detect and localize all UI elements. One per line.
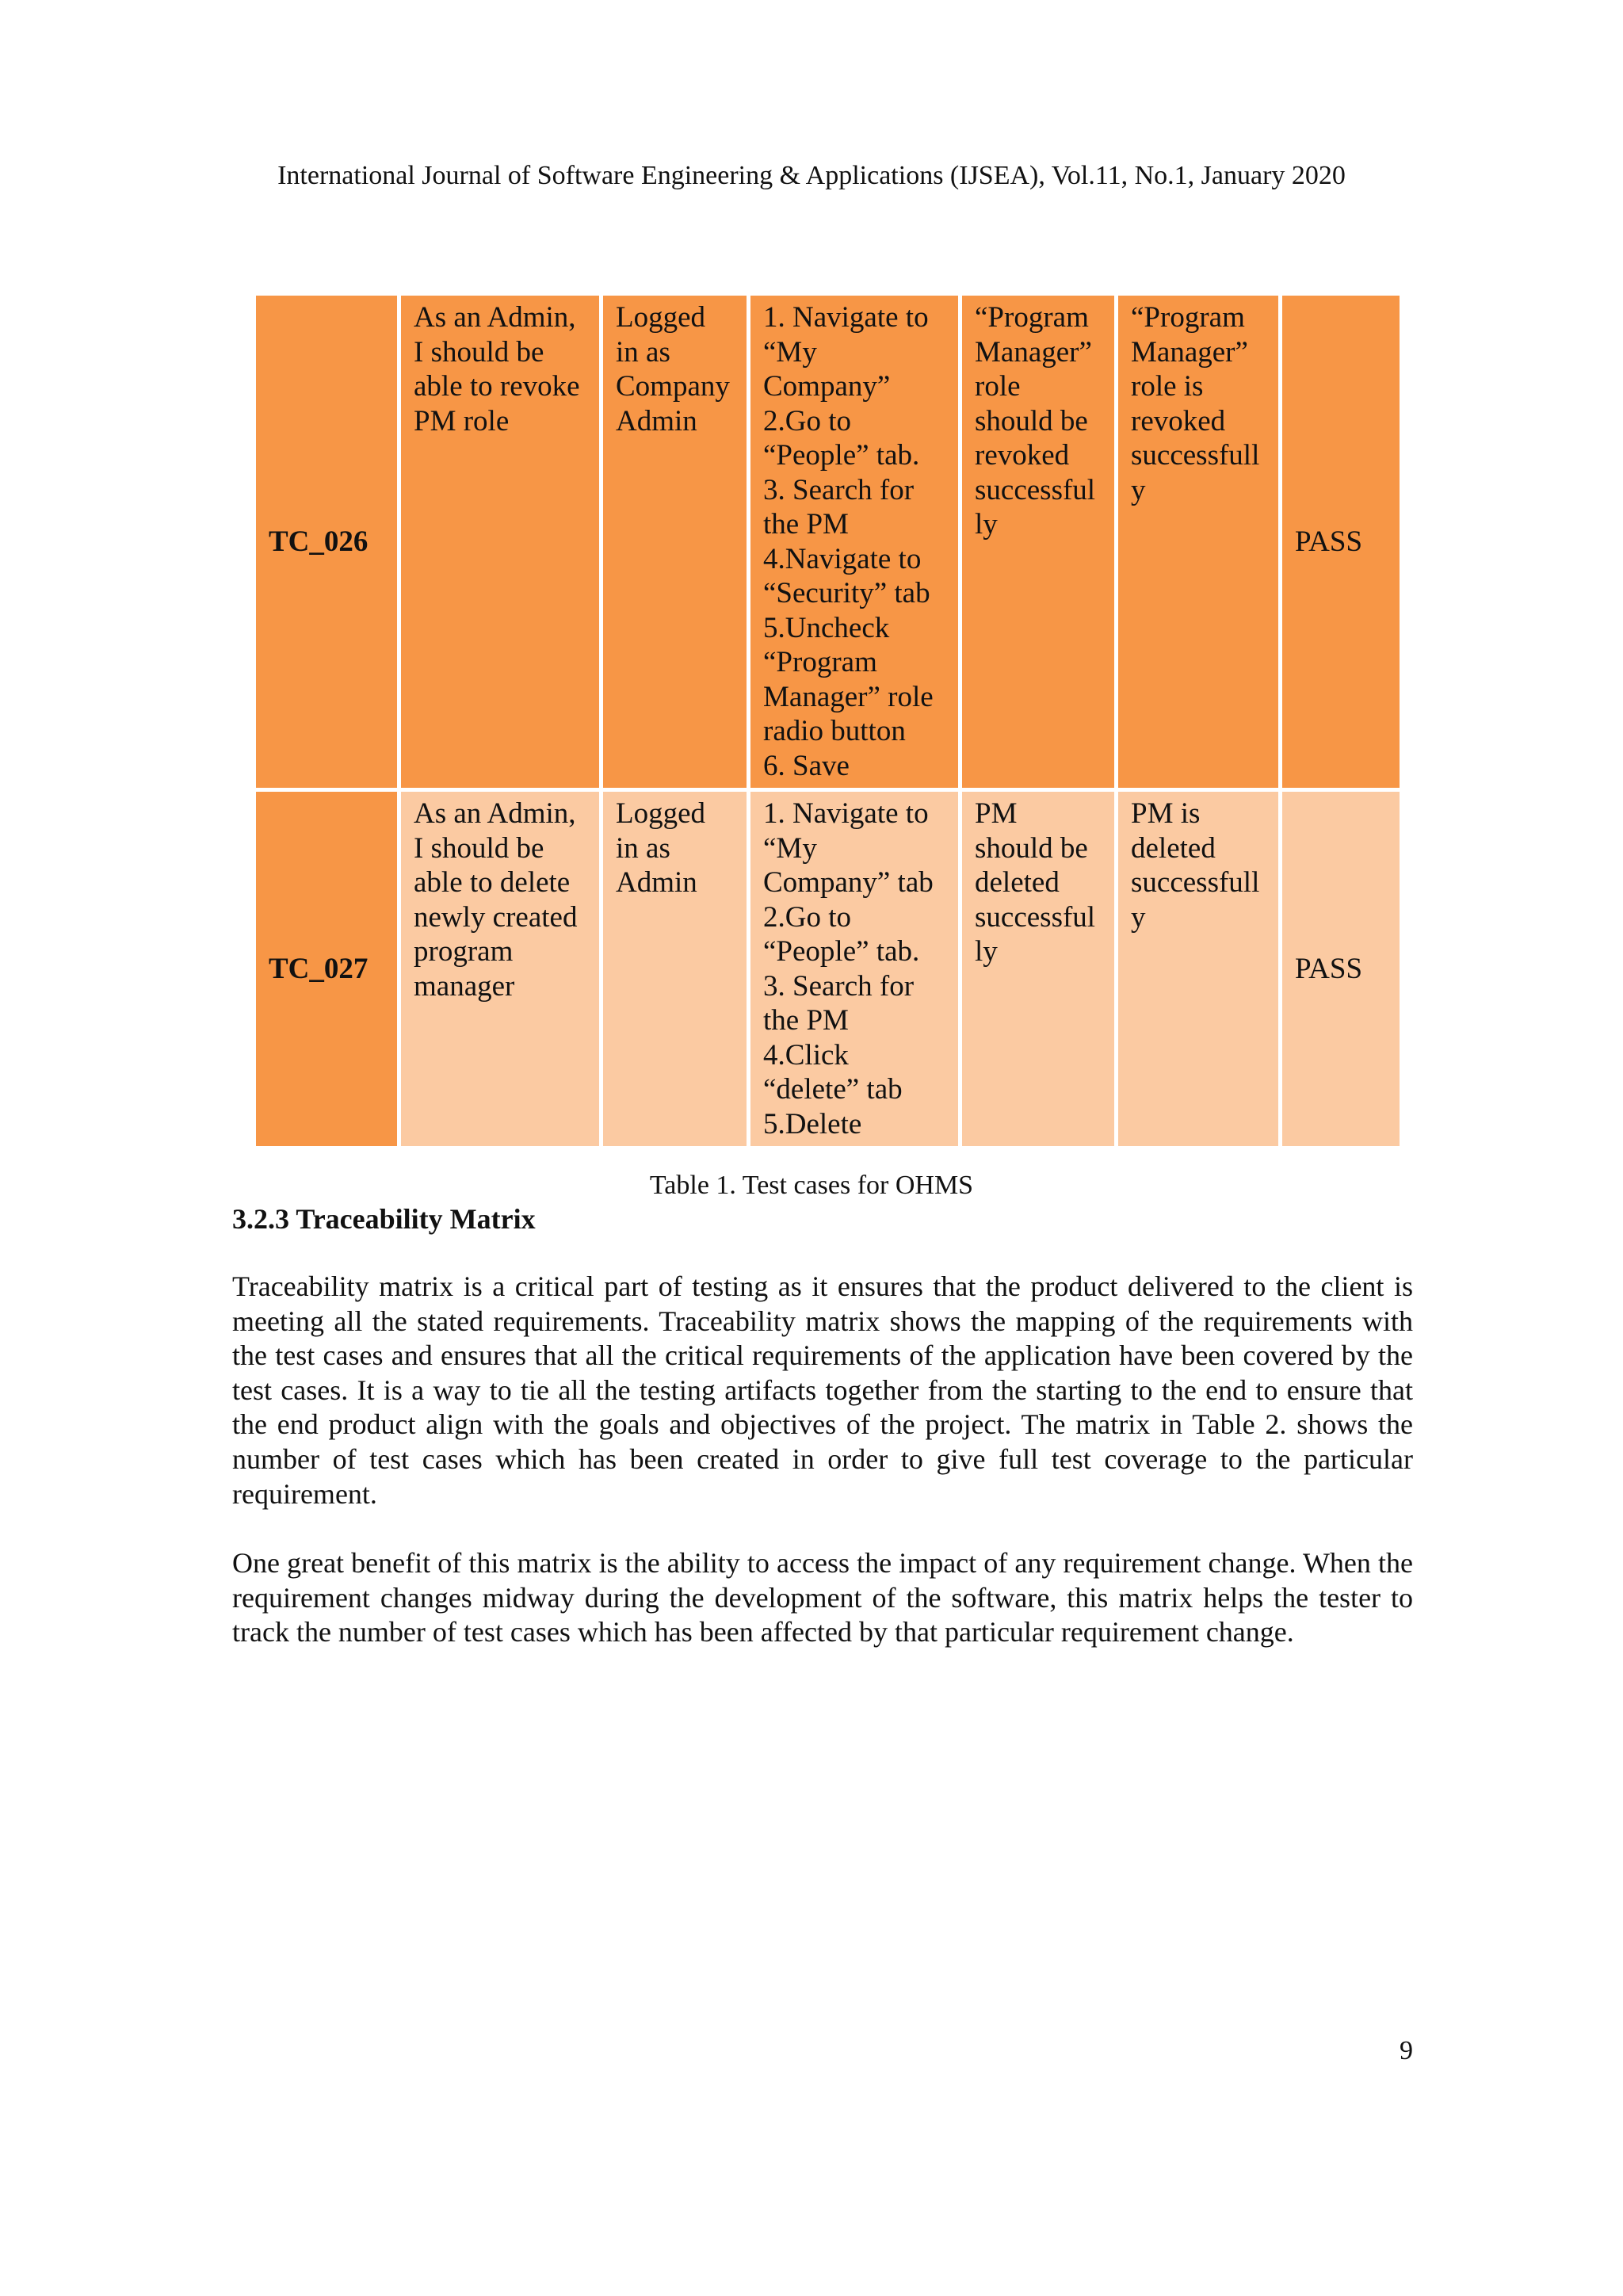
table-caption: Table 1. Test cases for OHMS	[649, 1171, 974, 1200]
test-case-actual-result: PM is deleted successfull y	[1118, 792, 1278, 1146]
test-case-actual-result: “Program Manager” role is revoked successfull y	[1118, 296, 1278, 788]
test-case-steps: 1. Navigate to “My Company” tab 2.Go to “People” tab. 3. Search for the PM 4.Click “delete” tab 5.Delete	[750, 792, 958, 1146]
test-case-description: As an Admin, I should be able to delete newly created program manager	[401, 792, 599, 1146]
test-case-id: TC_026	[256, 296, 397, 788]
test-case-id: TC_027	[256, 792, 397, 1146]
test-case-expected-result: PM should be deleted successful ly	[962, 792, 1114, 1146]
body-paragraph: Traceability matrix is a critical part of testing as it ensures that the product delivered to the client is meeting all the stated requirements. Traceability matrix shows the mapping of the requirements with the test cases and ensures that all the critical requirements of the application have been covered by the test cases. It is a way to tie all the testing artifacts together from the starting to the end to ensure that the end product align with the goals and objectives of the project. The matrix in Table 2. shows the number of test cases which has been created in order to give full test coverage to the particular requirement.	[232, 1270, 1413, 1510]
body-paragraph: One great benefit of this matrix is the ability to access the impact of any requirement change. When the requirement changes midway during the development of the software, this matrix helps the tester to track the number of test cases which has been affected by that particular requirement change.	[232, 1547, 1413, 1648]
section-heading: 3.2.3 Traceability Matrix	[232, 1203, 536, 1235]
test-case-steps: 1. Navigate to “My Company” 2.Go to “People” tab. 3. Search for the PM 4.Navigate to “Security” tab 5.Uncheck “Program Manager” role radio button 6. Save	[750, 296, 958, 788]
test-case-expected-result: “Program Manager” role should be revoked successful ly	[962, 296, 1114, 788]
page-number: 9	[1400, 2036, 1413, 2065]
table-row	[256, 296, 1400, 788]
table-row	[256, 792, 1400, 1146]
test-case-status: PASS	[1282, 296, 1400, 788]
test-cases-table	[252, 292, 1403, 1150]
test-case-precondition: Logged in as Admin	[603, 792, 747, 1146]
test-case-status: PASS	[1282, 792, 1400, 1146]
running-header: International Journal of Software Engineering & Applications (IJSEA), Vol.11, No.1, January 2020	[277, 161, 1346, 190]
test-case-precondition: Logged in as Company Admin	[603, 296, 747, 788]
test-case-description: As an Admin, I should be able to revoke PM role	[401, 296, 599, 788]
